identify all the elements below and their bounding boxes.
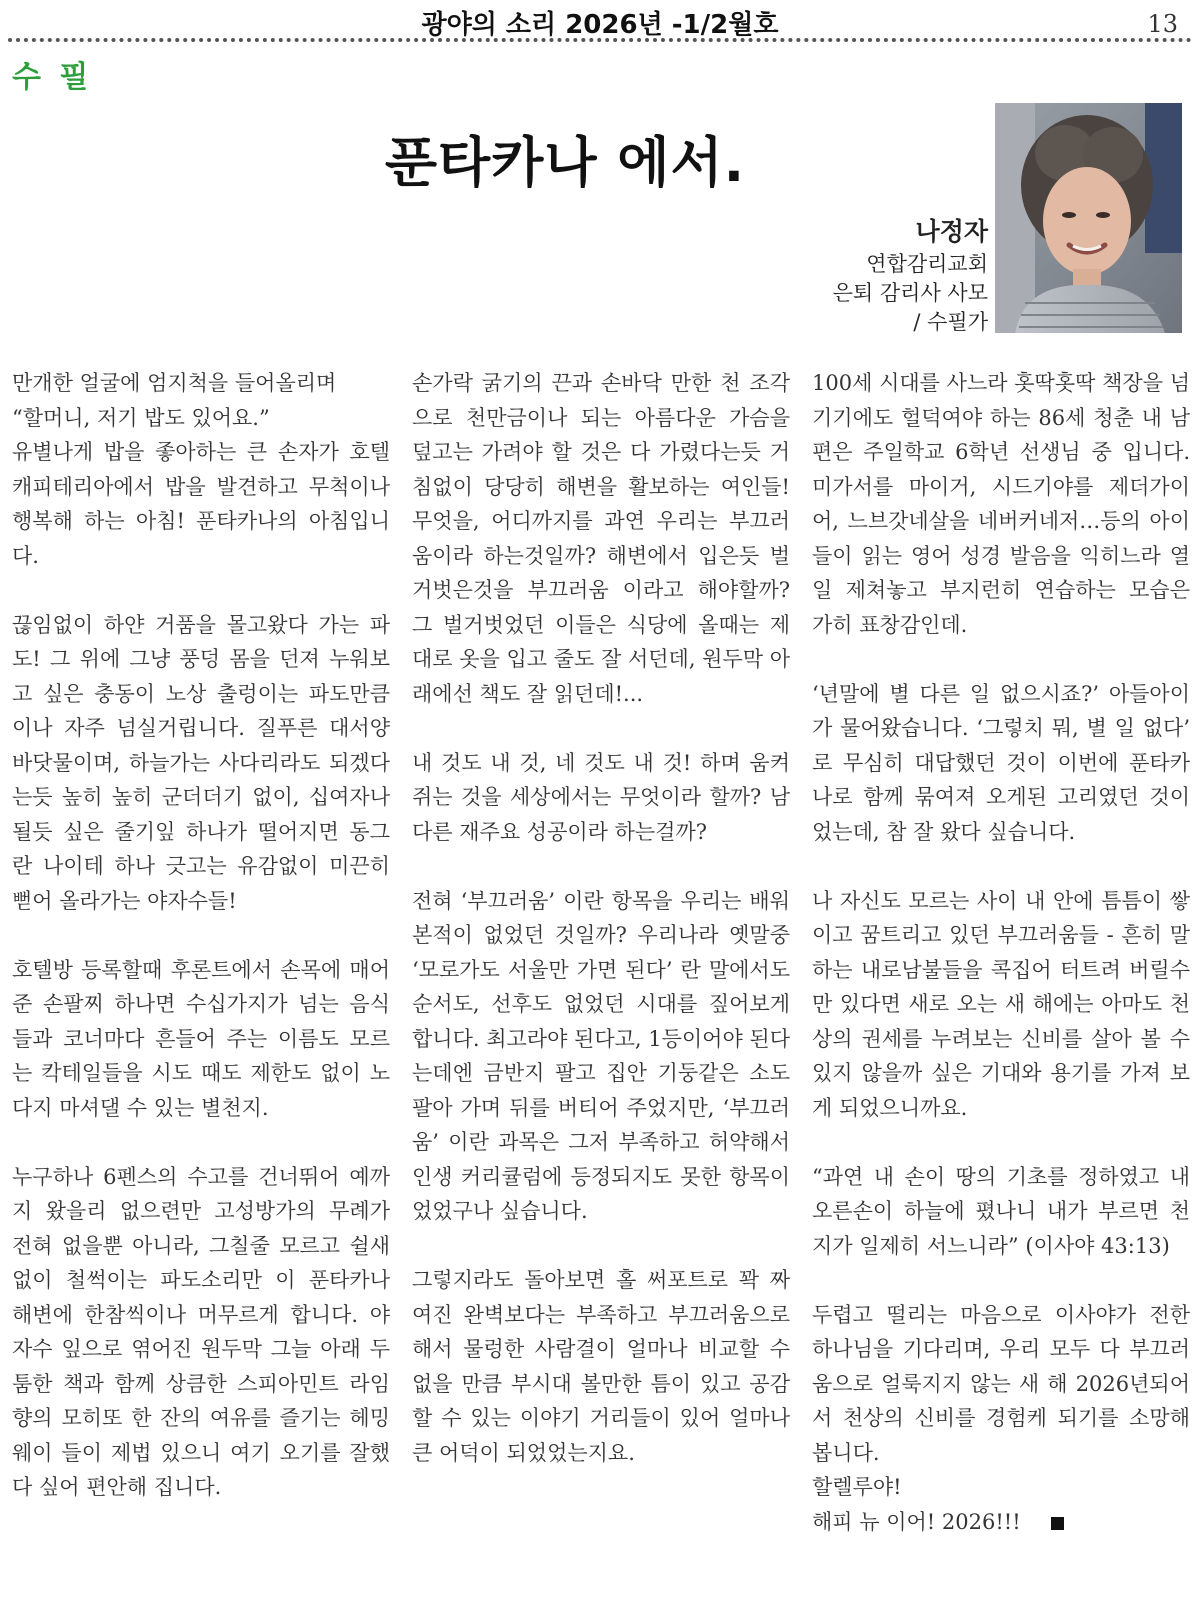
paragraph: 전혀 ‘부끄러움’ 이란 항목을 우리는 배워본적이 없었던 것일까? 우리나라 옛말중 ‘모로가도 서울만 가면 된다’ 란 말에서도 순서도, 선후도 없었던 시대를 짚어보게 합니다. 최고라야 된다고, 1등이어야 된다는데엔 금반지 팔고 집안 기둥같은 소도 팔아 가며 뒤를 버티어 주었지만, ‘부끄러움’ 이란 과목은 그저 부족하고 허약해서 인생 커리큘럼에 등정되지도 못한 항목이었었구나 싶습니다. <box>412 888 790 1223</box>
column-1 <box>12 366 390 1539</box>
closing-text: 두렵고 떨리는 마음으로 이사야가 전한 하나님을 기다리며, 우리 모두 다 부끄러움으로 얼룩지지 않는 새 해 2026년되어서 천상의 신비를 경험케 되기를 소망해 봅니다. 할렐루야! 해피 뉴 이어! 2026!!! <box>812 1302 1190 1534</box>
paragraph: 호텔방 등록할때 후론트에서 손목에 매어준 손팔찌 하나면 수십가지가 넘는 음식들과 코너마다 흔들어 주는 이름도 모르는 칵테일들을 시도 때도 제한도 없이 노다지 마셔댈 수 있는 별천지. <box>12 957 390 1120</box>
column-3 <box>812 366 1190 1539</box>
paragraph-last <box>812 1298 1190 1540</box>
article-title: 푼타카나 에서. <box>384 131 746 194</box>
end-mark-icon <box>1051 1517 1064 1530</box>
paragraph: 누구하나 6펜스의 수고를 건너뛰어 예까지 왔을리 없으련만 고성방가의 무례가 전혀 없을뿐 아니라, 그칠줄 모르고 쉴새없이 철썩이는 파도소리만 이 푼타카나 해변에 한참씩이나 머무르게 합니다. 야자수 잎으로 엮어진 원두막 그늘 아래 두툼한 책과 함께 상큼한 스피아민트 라임향의 모히또 한 잔의 여유를 즐기는 헤밍웨이 들이 제법 있으니 여기 오기를 잘했다 싶어 편안해 집니다. <box>12 1164 390 1499</box>
masthead: 광야의 소리 2026년 -1/2월호 <box>421 10 779 40</box>
author-role: / 수필가 <box>913 310 988 334</box>
column-2 <box>412 366 790 1539</box>
paragraph: 만개한 얼굴에 엄지척을 들어올리며 “할머니, 저기 밥도 있어요.” 유별나게 밥을 좋아하는 큰 손자가 호텔 캐피테리아에서 밥을 발견하고 무척이나 행복해 하는 아침! 푼타카나의 아침입니다. <box>12 371 390 568</box>
page-header <box>0 4 1200 38</box>
dotted-divider <box>8 38 1192 42</box>
article-body <box>12 366 1192 1539</box>
page-number: 13 <box>1147 10 1178 38</box>
paragraph: 내 것도 내 것, 네 것도 내 것! 하며 움켜쥐는 것을 세상에서는 무엇이라 할까? 남다른 재주요 성공이라 하는걸까? <box>412 750 790 844</box>
author-portrait-icon <box>995 103 1182 333</box>
paragraph: 손가락 굵기의 끈과 손바닥 만한 천 조각으로 천만금이나 되는 아름다운 가슴을 덮고는 가려야 할 것은 다 가렸다는듯 거침없이 당당히 해변을 활보하는 여인들! 무엇을, 어디까지를 과연 우리는 부끄러움이라 하는것일까? 해변에서 입은듯 벌거벗은것을 부끄러움 이라고 해야할까? 그 벌거벗었던 이들은 식당에 올때는 제대로 옷을 입고 줄도 잘 서던데, 원두막 아래에선 책도 잘 읽던데!... <box>412 371 790 706</box>
author-affiliation: 연합감리교회 <box>866 252 988 276</box>
paragraph: ‘년말에 별 다른 일 없으시죠?’ 아들아이가 물어왔습니다. ‘그렇치 뭐, 별 일 없다’ 로 무심히 대답했던 것이 이번에 푼타카나로 함께 묶여져 오게된 고리였던 것이었는데, 참 잘 왔다 싶습니다. <box>812 681 1190 844</box>
paragraph: “과연 내 손이 땅의 기초를 정하였고 내 오른손이 하늘에 폈나니 내가 부르면 천지가 일제히 서느니라” (이사야 43:13) <box>812 1164 1190 1258</box>
paragraph: 그렇지라도 돌아보면 홀 써포트로 꽉 짜여진 완벽보다는 부족하고 부끄러움으로 해서 물렁한 사람결이 얼마나 비교할 수 없을 만큼 부시대 볼만한 틈이 있고 공감할 수 있는 이야기 거리들이 있어 얼마나 큰 어덕이 되었었는지요. <box>412 1268 790 1465</box>
author-portrait-photo <box>995 103 1182 333</box>
section-label: 수 필 <box>12 60 93 95</box>
paragraph: 나 자신도 모르는 사이 내 안에 틈틈이 쌓이고 꿈트리고 있던 부끄러움들 - 흔히 말하는 내로남불들을 콕집어 터트려 버릴수만 있다면 새로 오는 새 해에는 아마도 천상의 권세를 누려보는 신비를 살아 볼 수 있지 않을까 싶은 기대와 용기를 가져 보게 되었으니까요. <box>812 888 1190 1120</box>
author-name: 나정자 <box>915 217 988 246</box>
author-block <box>833 212 988 337</box>
paragraph: 100세 시대를 사느라 홋딱홋딱 책장을 넘기기에도 헐덕여야 하는 86세 청춘 내 남편은 주일학교 6학년 선생님 중 입니다. 미가서를 마이거, 시드기야를 제더가이어, 느브갓네살을 네버커네저…등의 아이들이 읽는 영어 성경 발음을 익히느라 열 일 제쳐놓고 부지런히 연습하는 모습은 가히 표창감인데. <box>812 371 1190 637</box>
paragraph: 끊임없이 하얀 거품을 몰고왔다 가는 파도! 그 위에 그냥 풍덩 몸을 던져 누워보고 싶은 충동이 노상 출렁이는 파도만큼이나 자주 넘실거립니다. 질푸른 대서양 바닷물이며, 하늘가는 사다리라도 되겠다는듯 높히 높히 군더더기 없이, 십여자나 될듯 싶은 줄기잎 하나가 떨어지면 동그란 나이테 하나 긋고는 유감없이 미끈히 뻗어 올라가는 야자수들! <box>12 612 390 913</box>
author-title: 은퇴 감리사 사모 <box>832 281 988 305</box>
